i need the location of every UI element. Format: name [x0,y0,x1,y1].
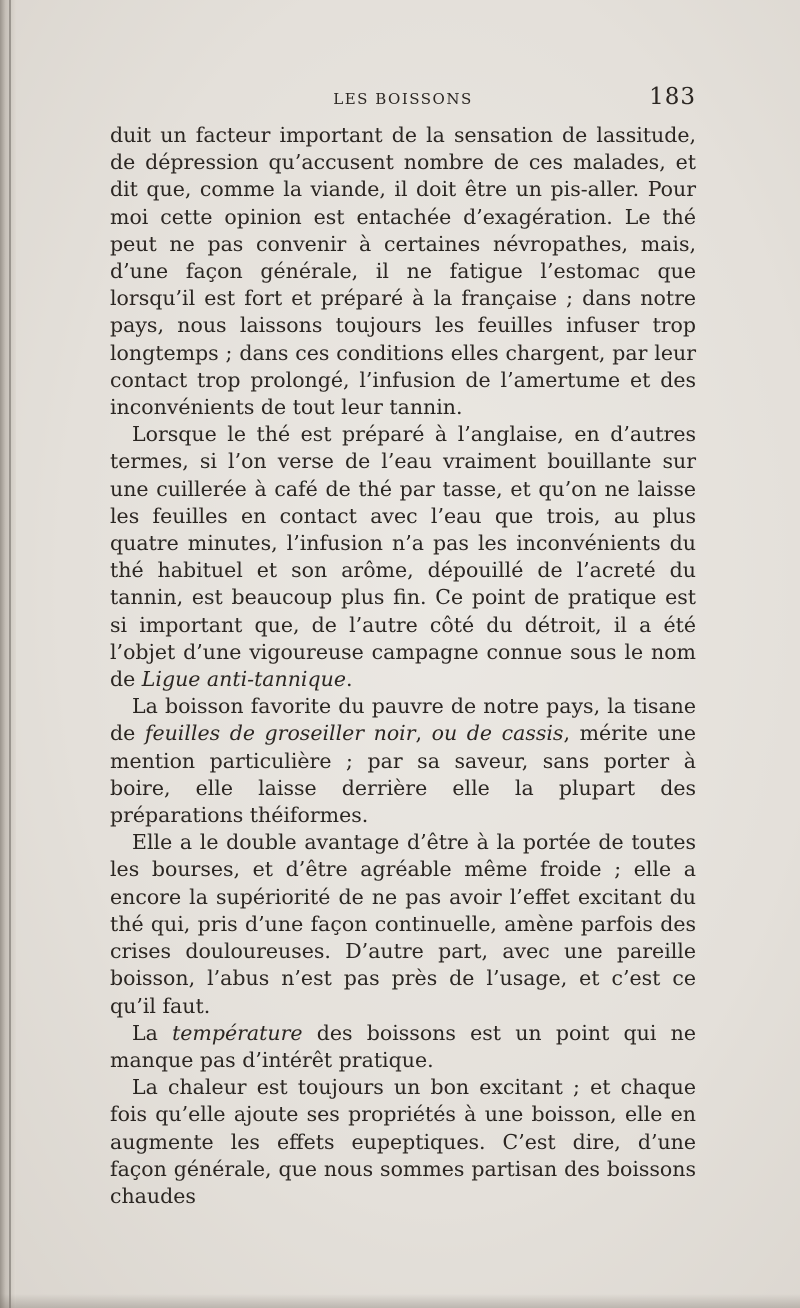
paragraph-3-italic-cassis: ou de cassis [431,721,564,746]
page-number: 183 [649,84,696,110]
page-bottom-edge [0,1294,800,1308]
paragraph-4-text: Elle a le double avantage d’être à la portée de toutes les bourses, et d’être agréable même froide ; elle a encore la supériorité de ne pas avoir l’effet excitant du thé qui, pris d’une façon continuelle, amène parfois des crises douloureuses. D’autre part, avec une pareille boisson, l’abus n’est pas près de l’usage, et c’est ce qu’il faut. [110,830,696,1018]
paragraph-1 [110,122,696,421]
paragraph-2-end: . [345,667,353,692]
paragraph-3-comma: , [415,721,432,746]
paragraph-5-italic-temperature: température [172,1020,303,1045]
paragraph-2-text: Lorsque le thé est préparé à l’anglaise, en d’autres termes, si l’on verse de l’eau vraiment bouillante sur une cuillerée à café de thé par tasse, et qu’on ne laisse les feuilles en contact avec l’eau que trois, au plus quatre minutes, l’infusion n’a pas les inconvénients du thé habituel et son arôme, dépouillé de l’acreté du tannin, est beaucoup plus fin. Ce point de pratique est si important que, de l’autre côté du détroit, il a été l’objet d’une vigoureuse campagne connue sous le nom de [110,422,696,692]
paragraph-6-text: La chaleur est toujours un bon excitant ; et chaque fois qu’elle ajoute ses propriétés à une boisson, elle en augmente les effets eupeptiques. C’est dire, d’une façon générale, que nous sommes partisan des boissons chaudes [110,1075,696,1208]
paragraph-2-italic-ligue: Ligue anti-tannique [141,667,346,692]
paragraph-3-end: , mérite une mention particulière ; par sa saveur, sans porter à boire, elle laisse derrière elle la plupart des préparations théiformes. [110,721,696,828]
body-text [110,122,696,1210]
paragraph-3 [110,693,696,829]
paragraph-6 [110,1074,696,1210]
binding-shadow-line [9,0,11,1308]
paragraph-5-text: La [132,1020,173,1045]
page-binding-edge [0,0,16,1308]
paragraph-4 [110,829,696,1019]
paragraph-1-text: duit un facteur important de la sensation de lassitude, de dépression qu’accusent nombre de ces malades, et dit que, comme la viande, il doit être un pis-aller. Pour moi cette opinion est entachée d’exagération. Le thé peut ne pas convenir à certaines névropathes, mais, d’une façon générale, il ne fatigue l’estomac que lorsqu’il est fort et préparé à la française ; dans notre pays, nous laissons toujours les feuilles infuser trop longtemps ; dans ces conditions elles chargent, par leur contact trop prolongé, l’infusion de l’amertume et des inconvénients de tout leur tannin. [110,123,696,420]
page-header [110,84,696,114]
running-head: LES BOISSONS [333,90,473,108]
paragraph-5-end: des boissons est un point qui ne manque pas d’intérêt pratique. [110,1020,696,1072]
paragraph-3-italic-feuilles: feuilles de groseiller noir [144,721,416,746]
paragraph-2 [110,421,696,693]
paragraph-5 [110,1020,696,1074]
paragraph-3-text: La boisson favorite du pauvre de notre pays, la tisane de [110,694,696,746]
